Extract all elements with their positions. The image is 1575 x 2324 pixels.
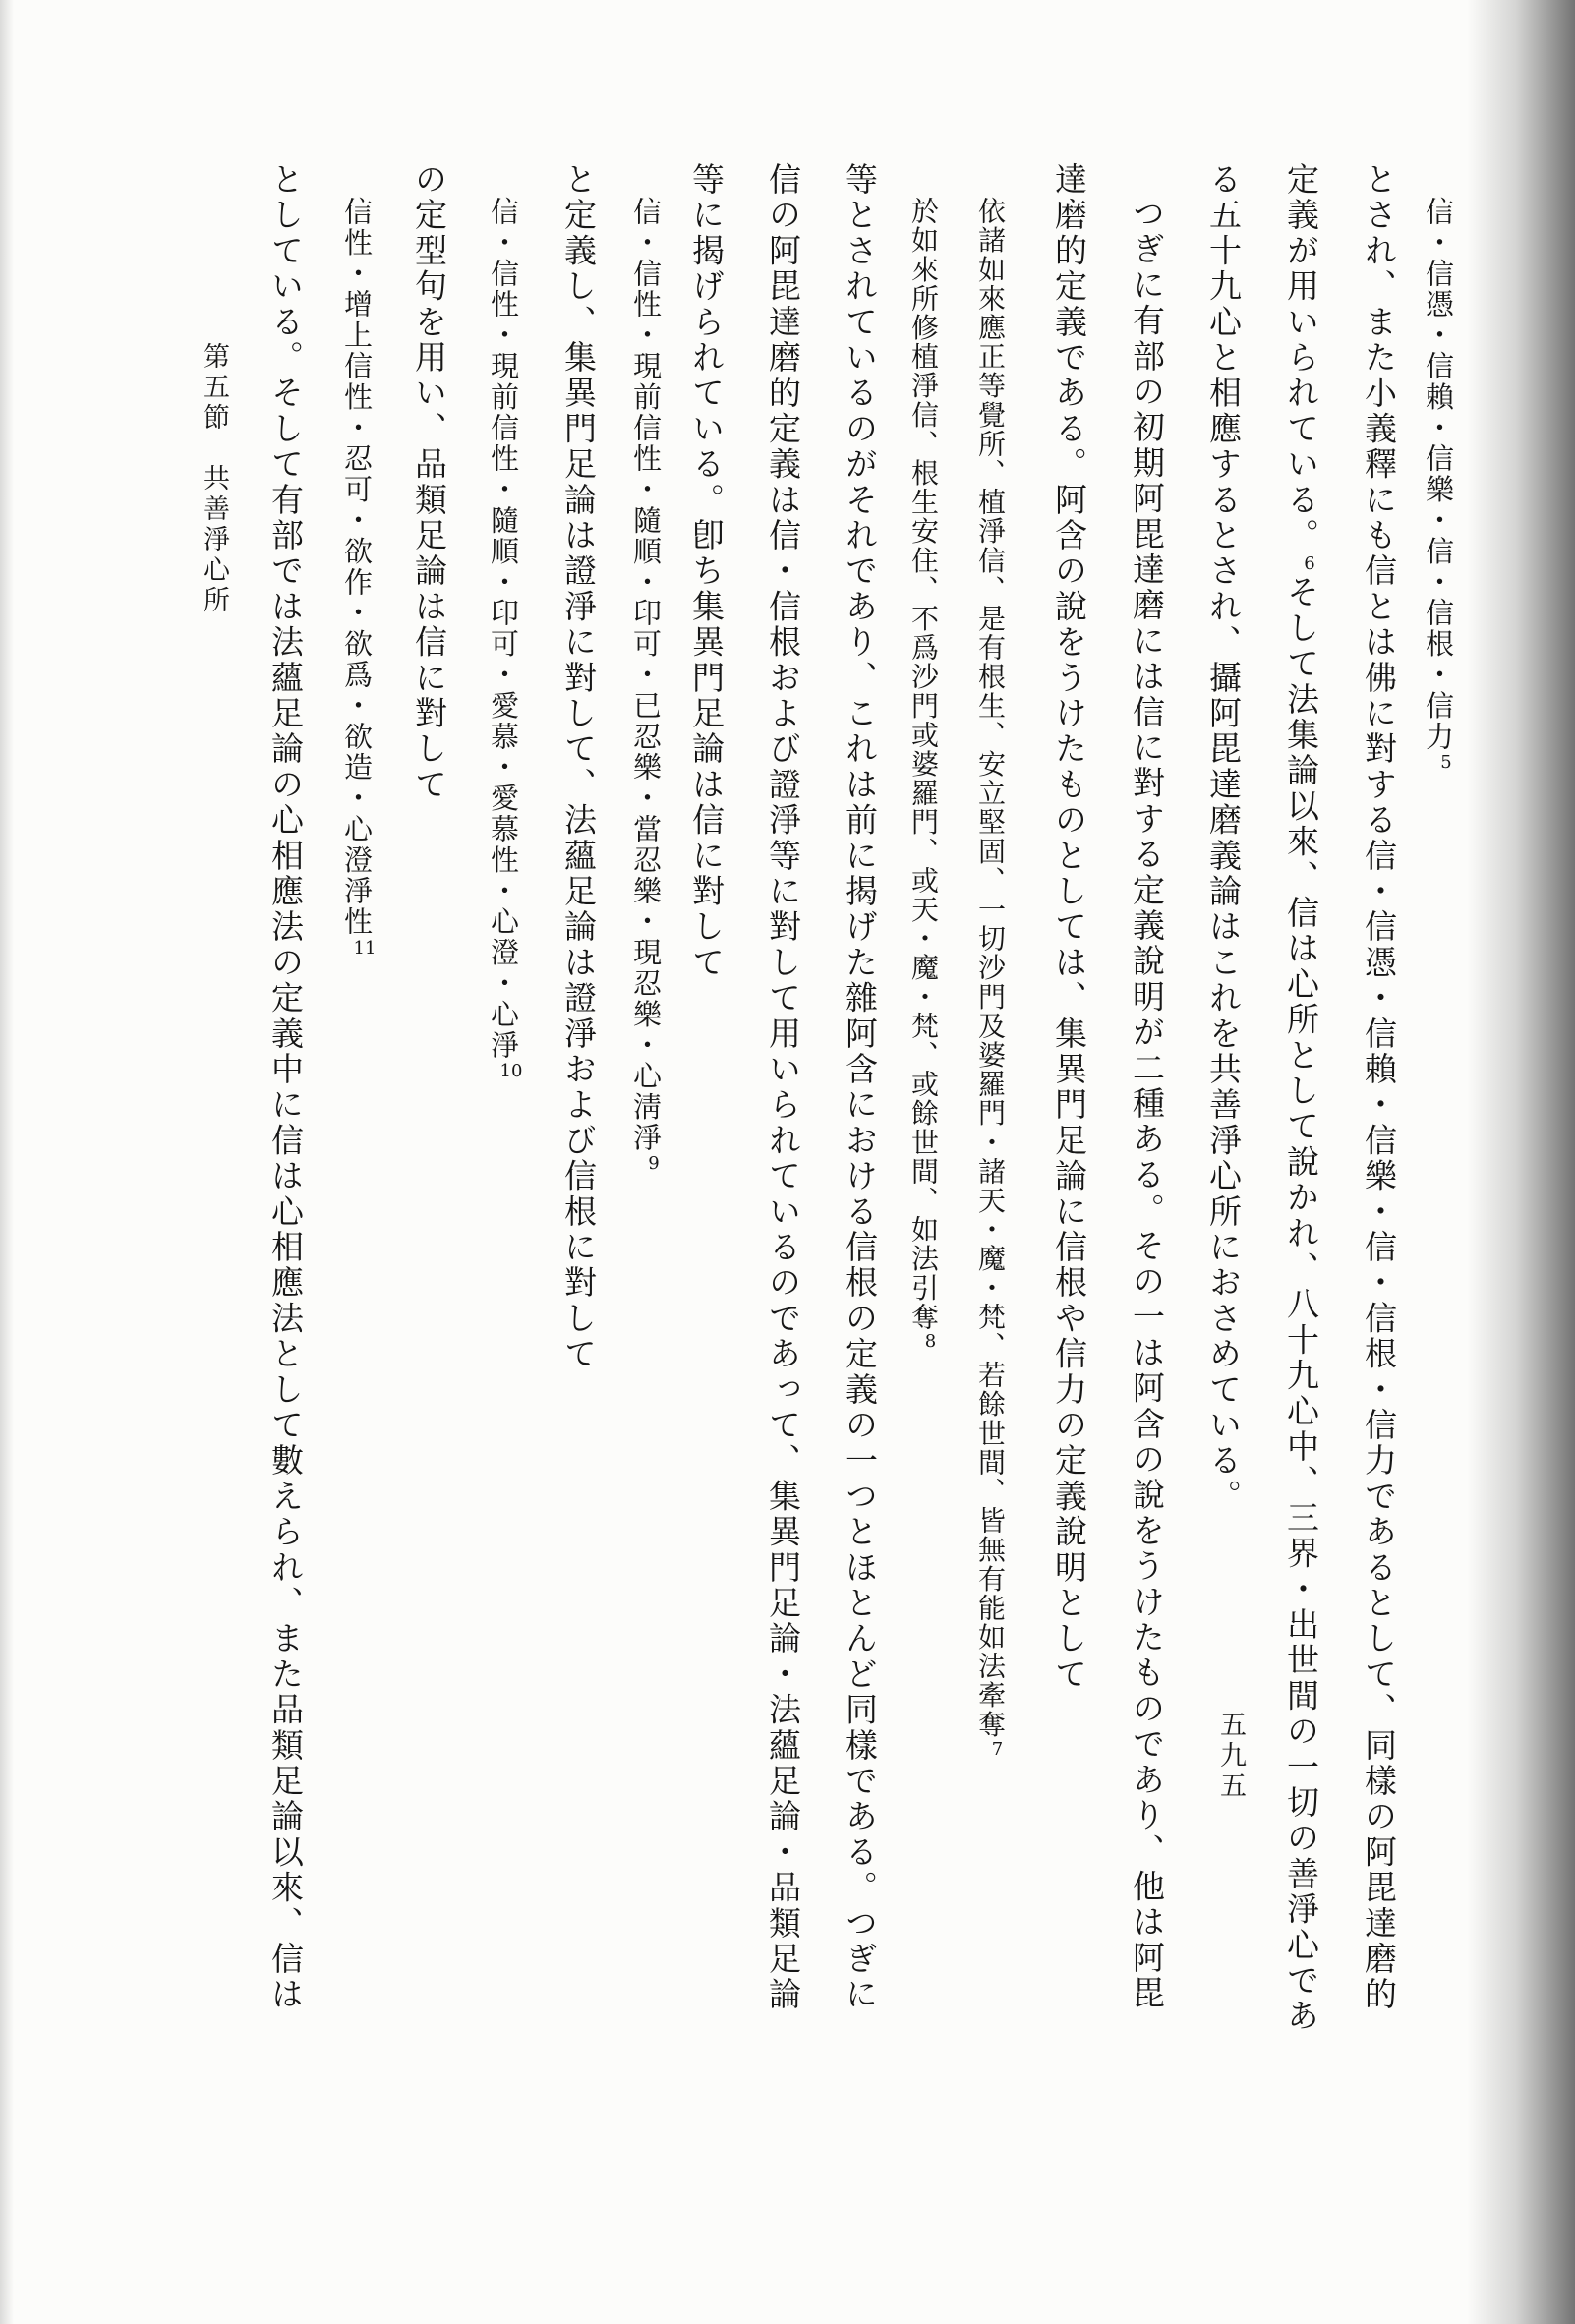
- footnote-marker-6: 6: [1304, 553, 1315, 575]
- body-line-9: 等とされているのがそれであり、これは前に揭げた雜阿含における信根の定義の一つとほとんど同樣である。つぎに: [841, 162, 879, 2013]
- body-line-10: 信の阿毘達磨的定義は信・信根および證淨等に對して用いられているのであって、集異門足論・法蘊足論・品類足論: [764, 162, 802, 2013]
- footnote-marker-8: 8: [924, 1331, 937, 1353]
- footnote-marker-7: 7: [991, 1738, 1004, 1760]
- body-line-13: と定義し、集異門足論は證淨に對して、法蘊足論は證淨および信根に對して: [559, 162, 598, 1372]
- footnote-marker-9: 9: [648, 1153, 660, 1175]
- scan-shadow-right: [1467, 0, 1575, 2324]
- quote-line-7: 依諸如來應正等覺所、植淨信、是有根生、安立堅固、一切沙門及婆羅門・諸天・魔・梵、若餘世間、皆無有能如法牽奪7: [974, 197, 1007, 1760]
- footnote-marker-5: 5: [1440, 752, 1452, 774]
- page-number: 五九五: [1215, 1711, 1246, 1802]
- scan-shadow-left: [0, 0, 14, 2324]
- body-line-2: とされ、また小義釋にも信とは佛に對する信・信憑・信賴・信樂・信・信根・信力であるとして、同樣の阿毘達磨的: [1360, 162, 1398, 2013]
- quote-line-16: 信性・增上信性・忍可・欲作・欲爲・欲造・心澄淨性11: [340, 197, 377, 959]
- footnote-marker-10: 10: [499, 1061, 523, 1082]
- body-line-15: の定型句を用い、品類足論は信に對して: [410, 162, 448, 803]
- quote-line-1: 信・信憑・信賴・信樂・信・信根・信力5: [1422, 197, 1455, 774]
- quote-line-12: 信・信性・現前信性・隨順・印可・已忍樂・當忍樂・現忍樂・心淸淨9: [629, 197, 663, 1175]
- body-line-17: としている。そして有部では法蘊足論の心相應法の定義中に信は心相應法として數えられ、また品類足論以來、信は: [266, 162, 305, 2013]
- quote-line-14: 信・信性・現前信性・隨順・印可・愛慕・愛慕性・心澄・心淨10: [487, 197, 523, 1082]
- section-title: 第五節 共善淨心所: [199, 342, 229, 616]
- body-line-6: 達磨的定義である。阿含の說をうけたものとしては、集異門足論に信根や信力の定義說明として: [1050, 162, 1088, 1693]
- body-line-3: 定義が用いられている。6そして法集論以來、信は心所として說かれ、八十九心中、三界・出世間の一切の善淨心であ: [1282, 162, 1320, 2035]
- body-line-11: 等に揭げられている。卽ち集異門足論は信に對して: [687, 162, 726, 981]
- body-line-4: る五十九心と相應するとされ、攝阿毘達磨義論はこれを共善淨心所におさめている。: [1204, 162, 1243, 1515]
- footnote-marker-11: 11: [353, 937, 377, 959]
- body-line-5: つぎに有部の初期阿毘達磨には信に對する定義說明が二種ある。その一は阿含の說をうけたものであり、他は阿毘: [1128, 197, 1166, 2012]
- quote-line-8: 於如來所修植淨信、根生安住、不爲沙門或婆羅門、或天・魔・梵、或餘世間、如法引奪8: [907, 197, 940, 1353]
